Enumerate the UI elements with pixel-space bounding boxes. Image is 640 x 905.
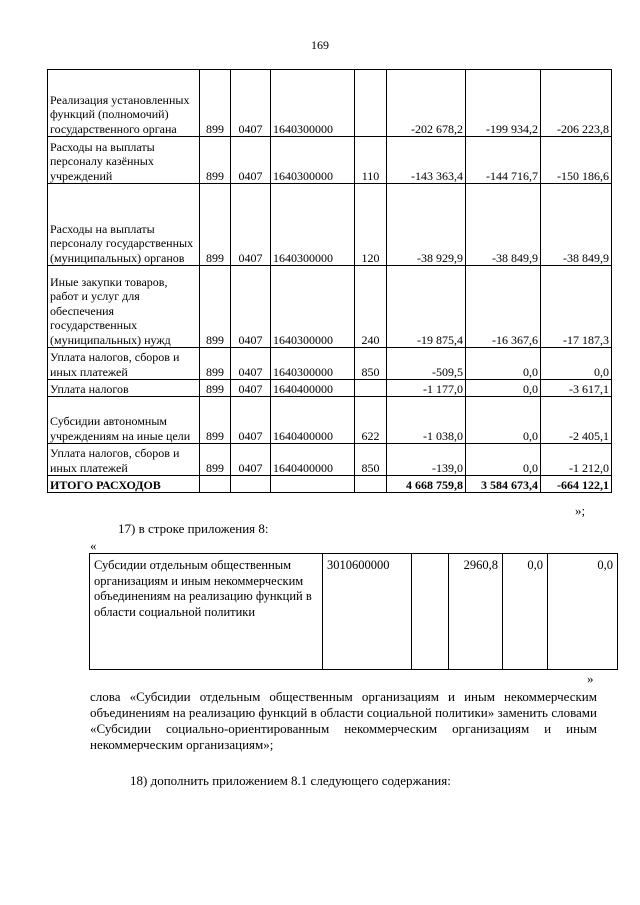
rzpr-cell: 0407 [231,348,271,380]
csr-cell: 1640300000 [271,348,355,380]
appendix-value-3: 0,0 [548,554,618,670]
rzpr-cell: 0407 [231,266,271,348]
value-2-cell: -144 716,7 [466,137,541,184]
appendix-code-cell: 3010600000 [323,554,412,670]
rzpr-cell: 0407 [231,137,271,184]
vr-cell: 622 [355,397,387,444]
grbs-cell: 899 [200,184,231,266]
closing-quote: »; [575,503,586,518]
value-3-cell: -38 849,9 [541,184,612,266]
table-row [48,380,612,397]
appendix-name-cell: Субсидии отдельным общественным организациям и иным некоммерческим объединениям на реализацию функций в области социальной политики [90,554,323,670]
row-name-cell: Расходы на выплаты персоналу казённых учреждений [48,137,200,184]
empty-cell [200,476,231,493]
vr-cell [355,70,387,137]
table-row [48,266,612,348]
appendix-table [89,553,618,670]
value-3-cell: -3 617,1 [541,380,612,397]
vr-cell: 240 [355,266,387,348]
csr-cell: 1640400000 [271,380,355,397]
total-value-3: -664 122,1 [541,476,612,493]
empty-cell [355,476,387,493]
grbs-cell: 899 [200,444,231,476]
appendix-value-1: 2960,8 [449,554,503,670]
csr-cell: 1640300000 [271,266,355,348]
grbs-cell: 899 [200,380,231,397]
rzpr-cell: 0407 [231,70,271,137]
vr-cell: 110 [355,137,387,184]
csr-cell: 1640300000 [271,184,355,266]
value-2-cell: 0,0 [466,397,541,444]
value-2-cell: -38 849,9 [466,184,541,266]
empty-cell [231,476,271,493]
value-3-cell: -206 223,8 [541,70,612,137]
row-name-cell: Субсидии автономным учреждениям на иные цели [48,397,200,444]
csr-cell: 1640300000 [271,70,355,137]
value-3-cell: -150 186,6 [541,137,612,184]
row-name-cell: Уплата налогов, сборов и иных платежей [48,348,200,380]
vr-cell: 850 [355,444,387,476]
total-row [48,476,612,493]
value-2-cell: 0,0 [466,348,541,380]
value-1-cell: -38 929,9 [387,184,466,266]
value-2-cell: -199 934,2 [466,70,541,137]
csr-cell: 1640400000 [271,397,355,444]
amendment-paragraph: слова «Субсидии отдельным общественным организациям и иным некоммерческим объединениям на реализацию функций в области социальной политики» заменить словами «Субсидии социально-ориентированным некоммерческим организациям и иным некоммерческим организациям»; [90,689,597,752]
row-name-cell: Расходы на выплаты персоналу государственных (муниципальных) органов [48,184,200,266]
total-value-2: 3 584 673,4 [466,476,541,493]
total-label-cell: ИТОГО РАСХОДОВ [48,476,200,493]
grbs-cell: 899 [200,137,231,184]
value-1-cell: -509,5 [387,348,466,380]
table-row [48,70,612,137]
row-name-cell: Иные закупки товаров, работ и услуг для обеспечения государственных (муниципальных) нужд [48,266,200,348]
row-name-cell: Уплата налогов, сборов и иных платежей [48,444,200,476]
vr-cell: 120 [355,184,387,266]
csr-cell: 1640400000 [271,444,355,476]
appendix-value-2: 0,0 [503,554,548,670]
row-name-cell: Уплата налогов [48,380,200,397]
page-number: 169 [311,38,329,52]
vr-cell: 850 [355,348,387,380]
value-2-cell: -16 367,6 [466,266,541,348]
budget-table [47,69,612,493]
rzpr-cell: 0407 [231,380,271,397]
empty-cell [271,476,355,493]
rzpr-cell: 0407 [231,184,271,266]
table-row [48,444,612,476]
grbs-cell: 899 [200,266,231,348]
value-1-cell: -139,0 [387,444,466,476]
total-value-1: 4 668 759,8 [387,476,466,493]
csr-cell: 1640300000 [271,137,355,184]
vr-cell [355,380,387,397]
value-1-cell: -19 875,4 [387,266,466,348]
value-1-cell: -1 177,0 [387,380,466,397]
value-1-cell: -1 038,0 [387,397,466,444]
appendix-blank-cell [412,554,449,670]
value-1-cell: -143 363,4 [387,137,466,184]
table-row [48,348,612,380]
value-3-cell: -1 212,0 [541,444,612,476]
row-name-cell: Реализация установленных функций (полномочий) государственного органа [48,70,200,137]
value-3-cell: -2 405,1 [541,397,612,444]
table-row [48,397,612,444]
value-3-cell: 0,0 [541,348,612,380]
grbs-cell: 899 [200,397,231,444]
value-3-cell: -17 187,3 [541,266,612,348]
opening-quote: « [90,538,97,553]
item-18-text: 18) дополнить приложением 8.1 следующего содержания: [130,773,451,788]
rzpr-cell: 0407 [231,397,271,444]
grbs-cell: 899 [200,70,231,137]
appendix-row [90,554,618,670]
grbs-cell: 899 [200,348,231,380]
table-row [48,184,612,266]
table-row [48,137,612,184]
value-2-cell: 0,0 [466,380,541,397]
closing-quote-2: » [587,671,594,686]
rzpr-cell: 0407 [231,444,271,476]
value-1-cell: -202 678,2 [387,70,466,137]
value-2-cell: 0,0 [466,444,541,476]
item-17-text: 17) в строке приложения 8: [118,521,269,536]
